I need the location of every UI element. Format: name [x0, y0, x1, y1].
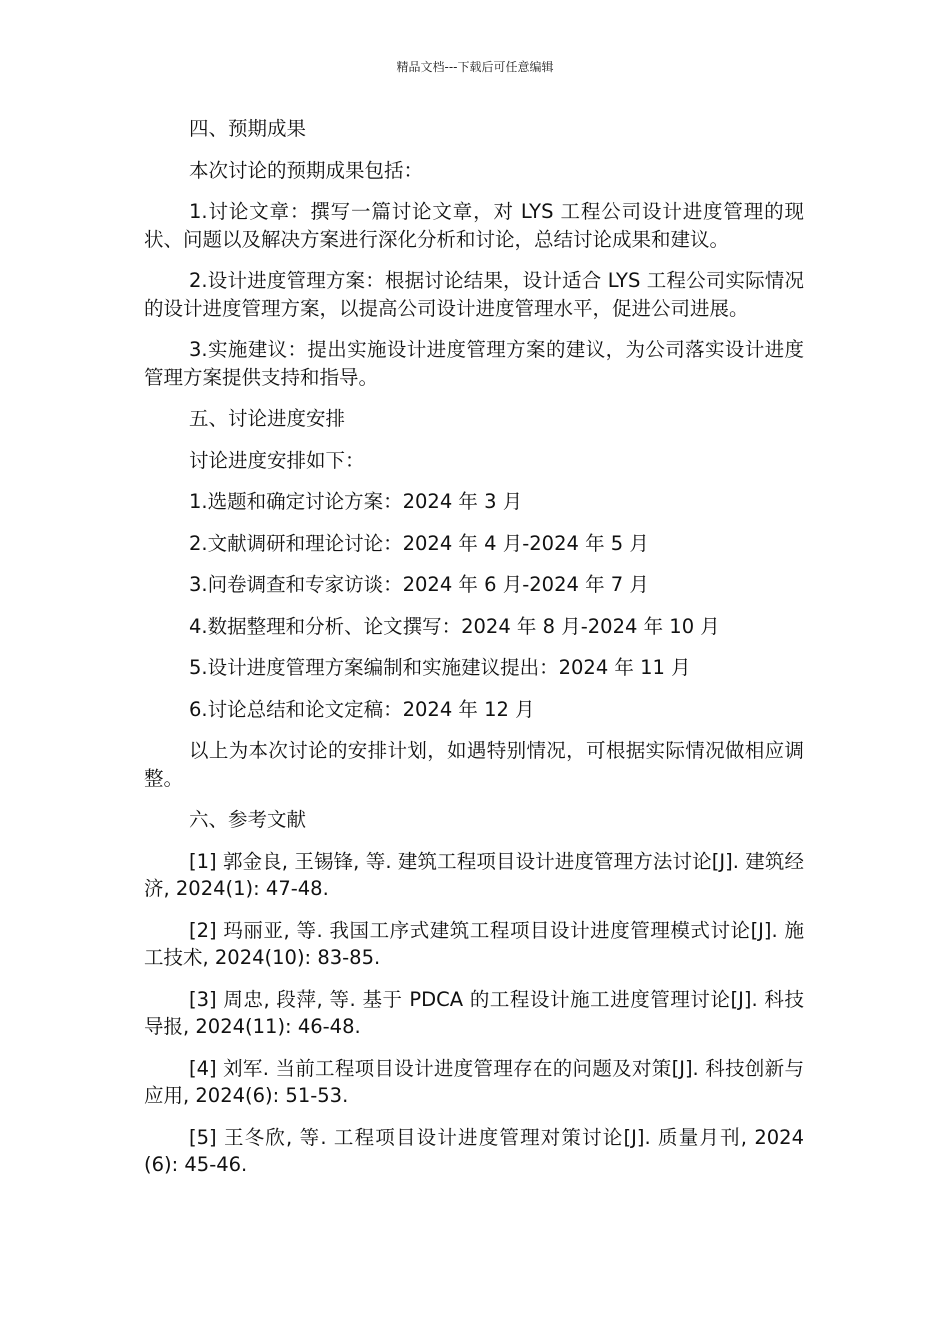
section-6-title: 六、参考文献 [189, 808, 307, 831]
section-5-intro: 讨论进度安排如下： [189, 448, 365, 472]
outcome-item-2: 2.设计进度管理方案：根据讨论结果，设计适合 LYS 工程公司实际情况的设计进度管理方案，以提高公司设计进度管理水平，促进公司进展。 [144, 269, 804, 320]
schedule-item-2: 2.文献调研和理论讨论：2024 年 4 月-2024 年 5 月 [189, 531, 649, 555]
schedule-item-4: 4.数据整理和分析、论文撰写：2024 年 8 月-2024 年 10 月 [189, 614, 720, 638]
reference-2: [2] 玛丽亚, 等. 我国工序式建筑工程项目设计进度管理模式讨论[J]. 施工技术, 2024(10): 83-85. [144, 918, 804, 969]
outcome-item-3: 3.实施建议：提出实施设计进度管理方案的建议，为公司落实设计进度管理方案提供支持和指导。 [144, 338, 804, 389]
outcome-item-1: 1.讨论文章：撰写一篇讨论文章，对 LYS 工程公司设计进度管理的现状、问题以及解决方案进行深化分析和讨论，总结讨论成果和建议。 [144, 200, 804, 251]
reference-3: [3] 周忠, 段萍, 等. 基于 PDCA 的工程设计施工进度管理讨论[J]. 科技导报, 2024(11): 46-48. [144, 987, 804, 1038]
reference-1: [1] 郭金良, 王锡锋, 等. 建筑工程项目设计进度管理方法讨论[J]. 建筑经济, 2024(1): 47-48. [144, 849, 804, 900]
reference-4: [4] 刘军. 当前工程项目设计进度管理存在的问题及对策[J]. 科技创新与应用, 2024(6): 51-53. [144, 1056, 804, 1107]
schedule-item-1: 1.选题和确定讨论方案：2024 年 3 月 [189, 490, 523, 513]
section-5-closing: 以上为本次讨论的安排计划，如遇特别情况，可根据实际情况做相应调整。 [144, 739, 804, 790]
section-5-title: 五、讨论进度安排 [189, 407, 346, 430]
section-4-title: 四、预期成果 [189, 117, 307, 140]
schedule-item-5: 5.设计进度管理方案编制和实施建议提出：2024 年 11 月 [189, 656, 691, 679]
section-4-intro: 本次讨论的预期成果包括： [189, 158, 424, 182]
page-header: 精品文档---下载后可任意编辑 [396, 60, 554, 74]
schedule-item-3: 3.问卷调查和专家访谈：2024 年 6 月-2024 年 7 月 [189, 573, 649, 596]
schedule-item-6: 6.讨论总结和论文定稿：2024 年 12 月 [189, 697, 535, 721]
reference-5: [5] 王冬欣, 等. 工程项目设计进度管理对策讨论[J]. 质量月刊, 2024(6): 45-46. [144, 1125, 804, 1176]
document-body [144, 115, 804, 1193]
